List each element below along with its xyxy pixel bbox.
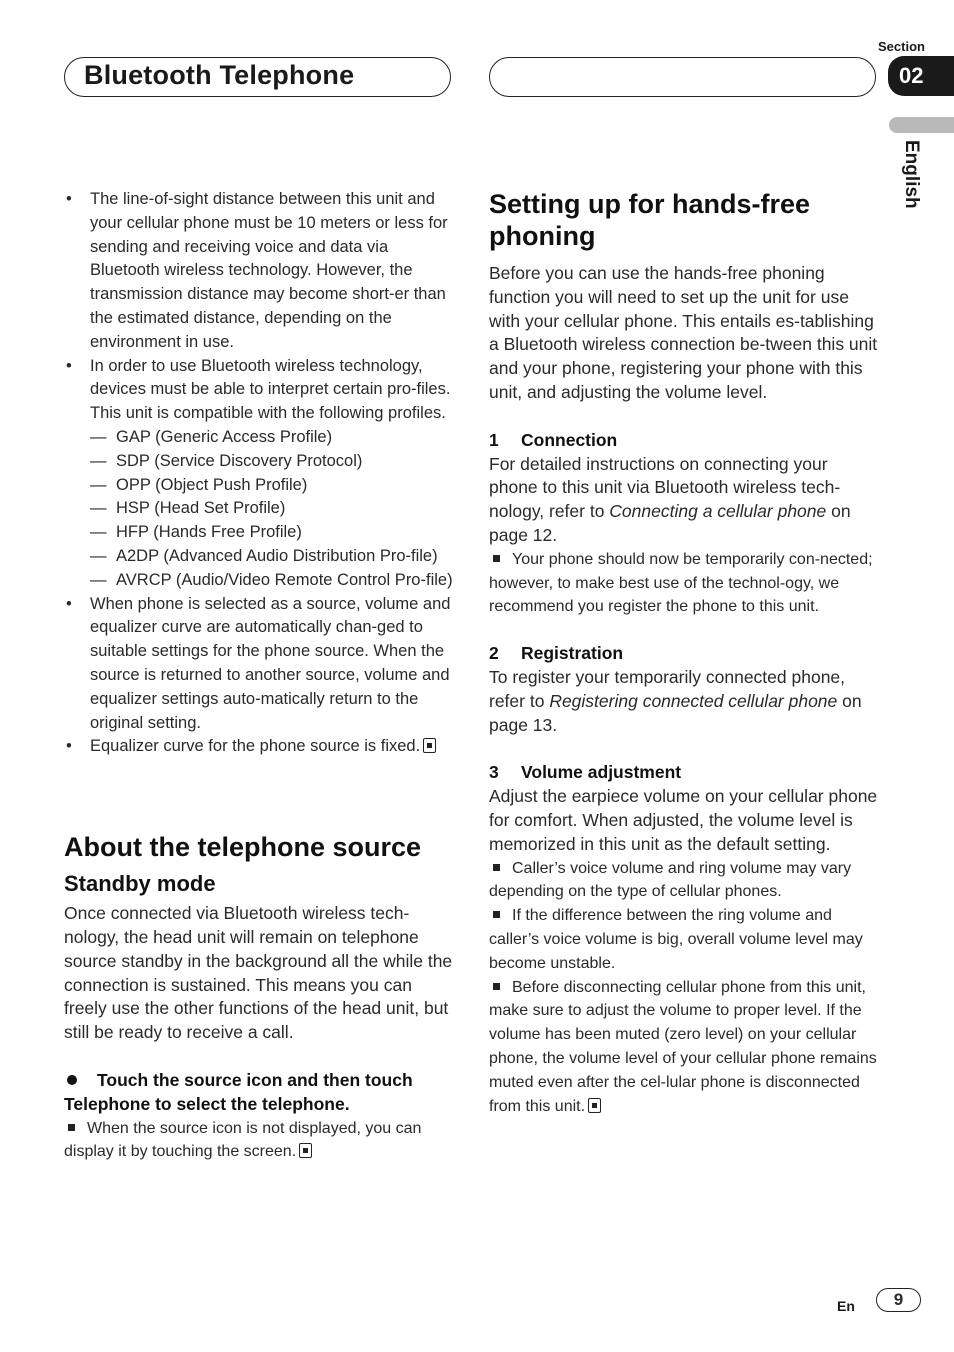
profiles-list [90,426,454,593]
step-2-title [489,642,881,666]
instruction-step [64,1069,454,1117]
standby-text: Once connected via Bluetooth wireless tech-nology, the head unit will remain on telephone source standby in the background all the while the connection is sustained. This means you can freely use the other functions of the head unit, but still be ready to receive a call. [64,903,453,1043]
note-text: Before disconnecting cellular phone from this unit, make sure to adjust the volume to proper level. If the volume has been muted (zero level) on your cellular phone, the volume level of your cellular phone remains muted even after the cel-lular phone is disconnected from this unit. [489,978,877,1115]
note-icon [68,1124,75,1131]
about-heading: About the telephone source [64,832,422,863]
instruction-text: Touch the source icon and then touch Telephone to select the telephone. [64,1069,413,1114]
note-text: Your phone should now be temporarily con-nected; however, to make best use of the technol-ogy, we recommend you register the phone to this unit. [489,550,873,616]
header-blank-frame [489,57,876,97]
end-mark-icon [423,738,436,753]
requirements-list [64,188,454,426]
profile-item: — HSP (Head Set Profile) [90,497,454,521]
step-title: Connection [521,429,618,450]
list-item: • The line-of-sight distance between this unit and your cellular phone must be 10 meters or less for sending and receiving voice and data via Bluetooth wireless technology. However, the transmission distance may become short-er than the estimated distance, depending on the environment in use. [64,188,454,355]
step-number: 3 [489,762,499,783]
page-title: Bluetooth Telephone [84,60,355,90]
note-icon [493,911,500,918]
right-column [489,188,881,1118]
note-text: If the difference between the ring volume and caller’s voice volume is big, overall volume level may become unstable. [489,907,863,972]
profile-item: — HFP (Hands Free Profile) [90,521,454,545]
volume-note [489,976,881,1119]
end-mark-icon [588,1098,601,1113]
step-1-title [489,429,881,453]
end-mark-icon [299,1143,312,1158]
text: on page 13. [489,690,862,735]
setup-intro: Before you can use the hands-free phoning function you will need to set up the unit for use with your cellular phone. This entails es-tablishing a Bluetooth wireless connection be-tween this unit and your phone, registering your phone with this unit, and adjusting the volume level. [489,263,878,402]
list-item-text: Equalizer curve for the phone source is fixed. [90,737,421,756]
step-3-text: Adjust the earpiece volume on your cellular phone for comfort. When adjusted, the volume level is memorized in this unit as the default setting. [489,786,878,854]
section-number-badge: 02 [888,56,954,96]
cross-reference: Connecting a cellular phone [609,501,827,522]
step-1-note [489,548,881,619]
behavior-list [64,593,454,760]
language-tab [889,117,954,133]
step-title: Volume adjustment [521,762,682,783]
section-label: Section [878,39,925,54]
volume-note [489,857,881,905]
step-number: 2 [489,643,499,664]
volume-note [489,904,881,975]
text: To register your temporarily connected phone, refer to [489,666,846,711]
instruction-note [64,1117,454,1165]
standby-heading: Standby mode [64,871,216,897]
profile-item: — A2DP (Advanced Audio Distribution Pro-file) [90,545,454,569]
step-number: 1 [489,429,499,450]
note-icon [493,983,500,990]
step-title: Registration [521,643,624,664]
profile-item: — OPP (Object Push Profile) [90,474,454,498]
language-label: English [901,140,922,209]
profile-item: — SDP (Service Discovery Protocol) [90,450,454,474]
list-item: • When phone is selected as a source, volume and equalizer curve are automatically chan-ged to suitable settings for the phone source. When the source is returned to another source, volume and equalizer settings auto-matically return to the original setting. [64,593,454,736]
list-item: • In order to use Bluetooth wireless technology, devices must be able to interpret certain pro-files. This unit is compatible with the following profiles. [64,355,454,426]
step-2-text [489,666,881,737]
left-column [64,188,454,1164]
step-3-title [489,761,881,785]
page-number: 9 [876,1288,921,1312]
profile-item: — GAP (Generic Access Profile) [90,426,454,450]
note-icon [493,555,500,562]
step-1-text [489,453,881,548]
setup-heading: Setting up for hands-free phoning [489,189,811,251]
cross-reference: Registering connected cellular phone [549,690,838,711]
footer-language-code: En [837,1298,855,1314]
text: For detailed instructions on connecting your phone to this unit via Bluetooth wireless tech-nology, refer to [489,453,841,522]
text: on page 12. [489,501,851,545]
note-text: When the source icon is not displayed, you can display it by touching the screen. [64,1119,422,1161]
bullet-icon [67,1075,77,1085]
note-text: Caller’s voice volume and ring volume may vary depending on the type of cellular phones. [489,859,852,901]
profile-item: — AVRCP (Audio/Video Remote Control Pro-file) [90,569,454,593]
list-item [64,735,454,759]
note-icon [493,864,500,871]
